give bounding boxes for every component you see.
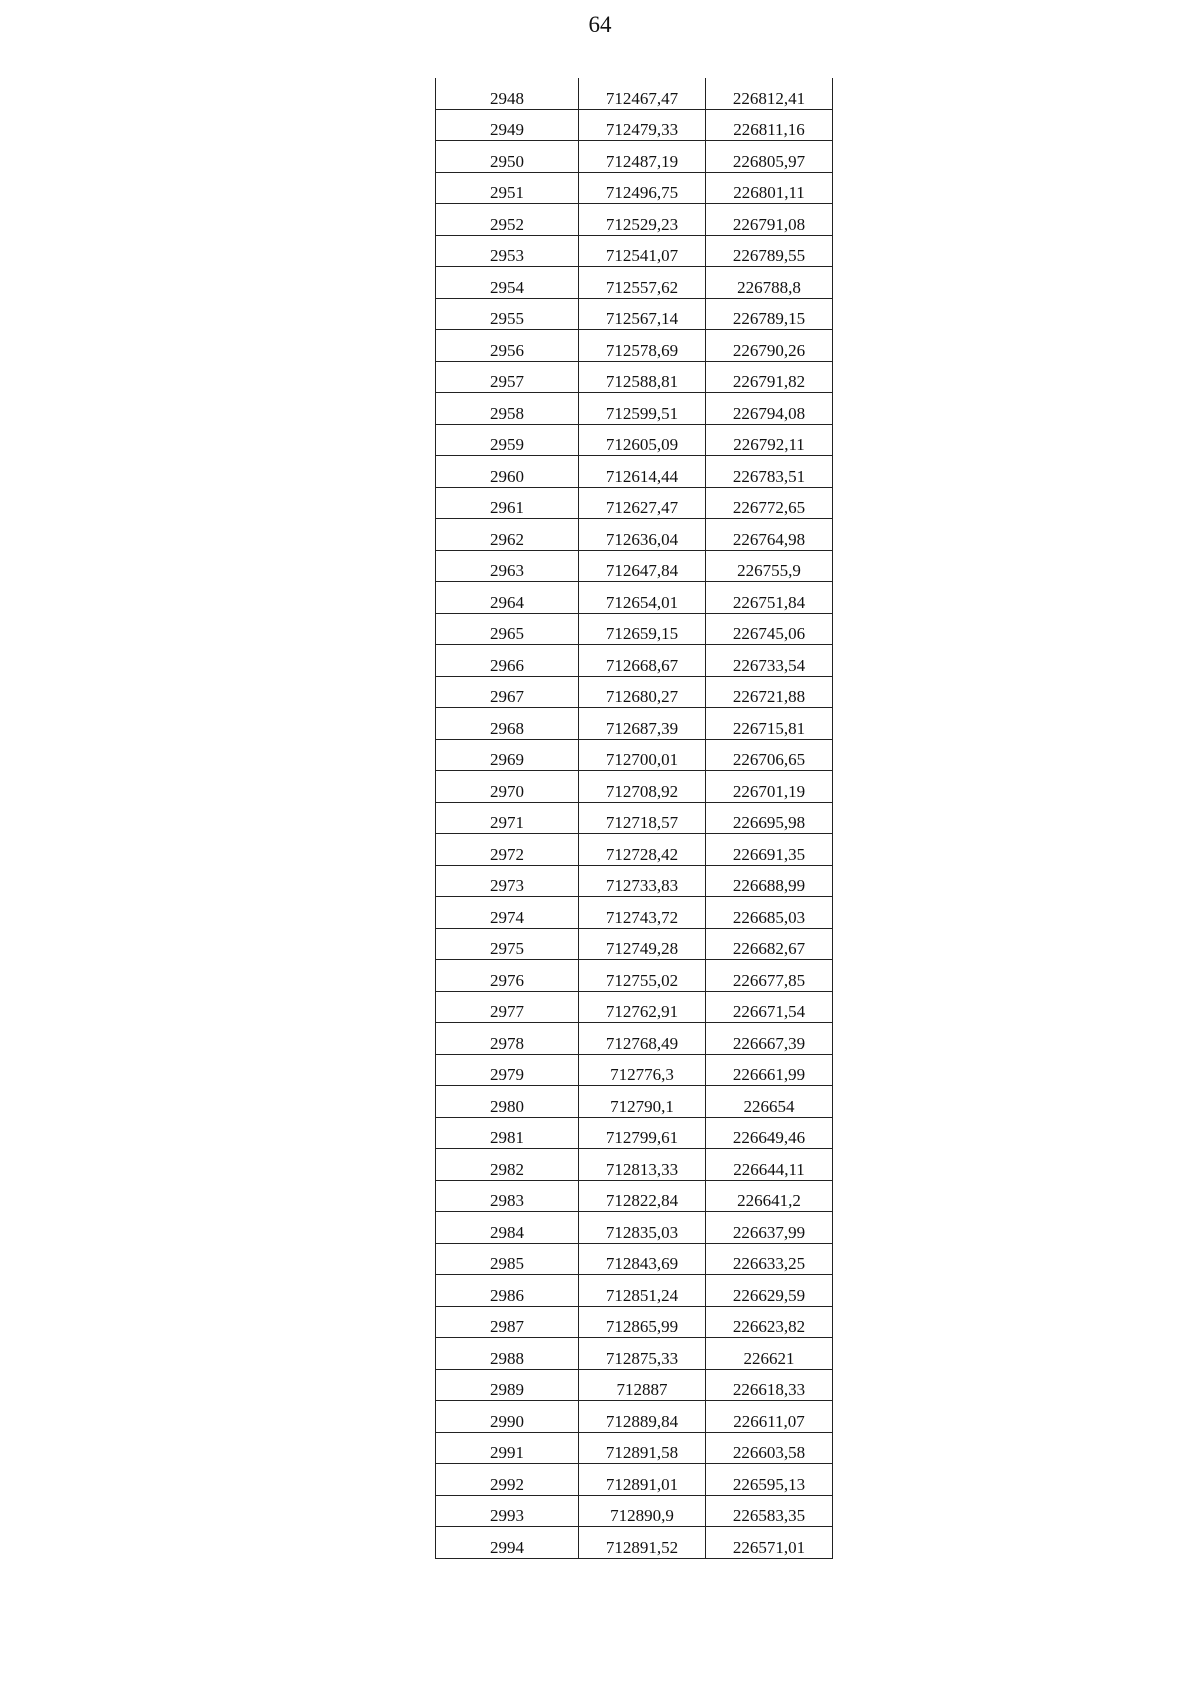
x-coordinate-cell: 712599,51 bbox=[579, 393, 706, 425]
point-number-cell: 2991 bbox=[436, 1432, 579, 1464]
x-coordinate-cell: 712843,69 bbox=[579, 1243, 706, 1275]
y-coordinate-cell: 226706,65 bbox=[706, 739, 833, 771]
point-number-cell: 2975 bbox=[436, 928, 579, 960]
table-row bbox=[436, 1023, 833, 1055]
x-coordinate-cell: 712733,83 bbox=[579, 865, 706, 897]
table-row bbox=[436, 865, 833, 897]
point-number-cell: 2976 bbox=[436, 960, 579, 992]
x-coordinate-cell: 712743,72 bbox=[579, 897, 706, 929]
y-coordinate-cell: 226641,2 bbox=[706, 1180, 833, 1212]
y-coordinate-cell: 226661,99 bbox=[706, 1054, 833, 1086]
point-number-cell: 2949 bbox=[436, 109, 579, 141]
point-number-cell: 2984 bbox=[436, 1212, 579, 1244]
y-coordinate-cell: 226812,41 bbox=[706, 78, 833, 109]
point-number-cell: 2980 bbox=[436, 1086, 579, 1118]
x-coordinate-cell: 712887 bbox=[579, 1369, 706, 1401]
table-row bbox=[436, 1054, 833, 1086]
y-coordinate-cell: 226745,06 bbox=[706, 613, 833, 645]
x-coordinate-cell: 712496,75 bbox=[579, 172, 706, 204]
table-row bbox=[436, 708, 833, 740]
x-coordinate-cell: 712529,23 bbox=[579, 204, 706, 236]
table-row bbox=[436, 487, 833, 519]
page-number: 64 bbox=[588, 12, 612, 37]
x-coordinate-cell: 712487,19 bbox=[579, 141, 706, 173]
point-number-cell: 2974 bbox=[436, 897, 579, 929]
x-coordinate-cell: 712851,24 bbox=[579, 1275, 706, 1307]
point-number-cell: 2987 bbox=[436, 1306, 579, 1338]
table-row bbox=[436, 1149, 833, 1181]
table-row bbox=[436, 582, 833, 614]
table-row bbox=[436, 1180, 833, 1212]
table-row bbox=[436, 330, 833, 362]
x-coordinate-cell: 712776,3 bbox=[579, 1054, 706, 1086]
table-row bbox=[436, 1464, 833, 1496]
y-coordinate-cell: 226691,35 bbox=[706, 834, 833, 866]
y-coordinate-cell: 226811,16 bbox=[706, 109, 833, 141]
y-coordinate-cell: 226571,01 bbox=[706, 1527, 833, 1559]
y-coordinate-cell: 226772,65 bbox=[706, 487, 833, 519]
point-number-cell: 2981 bbox=[436, 1117, 579, 1149]
table-row bbox=[436, 613, 833, 645]
y-coordinate-cell: 226682,67 bbox=[706, 928, 833, 960]
table-row bbox=[436, 1527, 833, 1559]
point-number-cell: 2961 bbox=[436, 487, 579, 519]
x-coordinate-cell: 712790,1 bbox=[579, 1086, 706, 1118]
table-row bbox=[436, 1338, 833, 1370]
point-number-cell: 2969 bbox=[436, 739, 579, 771]
y-coordinate-cell: 226791,82 bbox=[706, 361, 833, 393]
y-coordinate-cell: 226677,85 bbox=[706, 960, 833, 992]
point-number-cell: 2964 bbox=[436, 582, 579, 614]
point-number-cell: 2954 bbox=[436, 267, 579, 299]
y-coordinate-cell: 226649,46 bbox=[706, 1117, 833, 1149]
point-number-cell: 2994 bbox=[436, 1527, 579, 1559]
point-number-cell: 2952 bbox=[436, 204, 579, 236]
x-coordinate-cell: 712762,91 bbox=[579, 991, 706, 1023]
point-number-cell: 2983 bbox=[436, 1180, 579, 1212]
table-row bbox=[436, 960, 833, 992]
y-coordinate-cell: 226721,88 bbox=[706, 676, 833, 708]
point-number-cell: 2967 bbox=[436, 676, 579, 708]
table-row bbox=[436, 1117, 833, 1149]
table-row bbox=[436, 172, 833, 204]
table-row bbox=[436, 1432, 833, 1464]
x-coordinate-cell: 712822,84 bbox=[579, 1180, 706, 1212]
y-coordinate-cell: 226583,35 bbox=[706, 1495, 833, 1527]
x-coordinate-cell: 712467,47 bbox=[579, 78, 706, 109]
table-row bbox=[436, 1306, 833, 1338]
coordinates-table bbox=[435, 78, 833, 1559]
x-coordinate-cell: 712479,33 bbox=[579, 109, 706, 141]
x-coordinate-cell: 712799,61 bbox=[579, 1117, 706, 1149]
point-number-cell: 2978 bbox=[436, 1023, 579, 1055]
point-number-cell: 2951 bbox=[436, 172, 579, 204]
y-coordinate-cell: 226783,51 bbox=[706, 456, 833, 488]
y-coordinate-cell: 226701,19 bbox=[706, 771, 833, 803]
point-number-cell: 2972 bbox=[436, 834, 579, 866]
x-coordinate-cell: 712668,67 bbox=[579, 645, 706, 677]
table-row bbox=[436, 928, 833, 960]
point-number-cell: 2955 bbox=[436, 298, 579, 330]
y-coordinate-cell: 226790,26 bbox=[706, 330, 833, 362]
y-coordinate-cell: 226733,54 bbox=[706, 645, 833, 677]
y-coordinate-cell: 226789,15 bbox=[706, 298, 833, 330]
y-coordinate-cell: 226685,03 bbox=[706, 897, 833, 929]
x-coordinate-cell: 712647,84 bbox=[579, 550, 706, 582]
y-coordinate-cell: 226623,82 bbox=[706, 1306, 833, 1338]
x-coordinate-cell: 712680,27 bbox=[579, 676, 706, 708]
y-coordinate-cell: 226621 bbox=[706, 1338, 833, 1370]
table-row bbox=[436, 298, 833, 330]
point-number-cell: 2948 bbox=[436, 78, 579, 109]
table-row bbox=[436, 267, 833, 299]
point-number-cell: 2990 bbox=[436, 1401, 579, 1433]
y-coordinate-cell: 226595,13 bbox=[706, 1464, 833, 1496]
table-row bbox=[436, 204, 833, 236]
x-coordinate-cell: 712588,81 bbox=[579, 361, 706, 393]
y-coordinate-cell: 226618,33 bbox=[706, 1369, 833, 1401]
x-coordinate-cell: 712749,28 bbox=[579, 928, 706, 960]
y-coordinate-cell: 226629,59 bbox=[706, 1275, 833, 1307]
x-coordinate-cell: 712813,33 bbox=[579, 1149, 706, 1181]
x-coordinate-cell: 712891,52 bbox=[579, 1527, 706, 1559]
x-coordinate-cell: 712541,07 bbox=[579, 235, 706, 267]
point-number-cell: 2982 bbox=[436, 1149, 579, 1181]
y-coordinate-cell: 226805,97 bbox=[706, 141, 833, 173]
x-coordinate-cell: 712755,02 bbox=[579, 960, 706, 992]
x-coordinate-cell: 712708,92 bbox=[579, 771, 706, 803]
table-row bbox=[436, 897, 833, 929]
y-coordinate-cell: 226671,54 bbox=[706, 991, 833, 1023]
x-coordinate-cell: 712567,14 bbox=[579, 298, 706, 330]
y-coordinate-cell: 226667,39 bbox=[706, 1023, 833, 1055]
y-coordinate-cell: 226791,08 bbox=[706, 204, 833, 236]
table-row bbox=[436, 771, 833, 803]
table-row bbox=[436, 676, 833, 708]
table-row bbox=[436, 1401, 833, 1433]
point-number-cell: 2966 bbox=[436, 645, 579, 677]
y-coordinate-cell: 226792,11 bbox=[706, 424, 833, 456]
x-coordinate-cell: 712627,47 bbox=[579, 487, 706, 519]
point-number-cell: 2957 bbox=[436, 361, 579, 393]
table-row bbox=[436, 802, 833, 834]
table-row bbox=[436, 550, 833, 582]
y-coordinate-cell: 226688,99 bbox=[706, 865, 833, 897]
table-row bbox=[436, 1369, 833, 1401]
y-coordinate-cell: 226801,11 bbox=[706, 172, 833, 204]
point-number-cell: 2953 bbox=[436, 235, 579, 267]
table-row bbox=[436, 393, 833, 425]
point-number-cell: 2977 bbox=[436, 991, 579, 1023]
table-row bbox=[436, 519, 833, 551]
y-coordinate-cell: 226644,11 bbox=[706, 1149, 833, 1181]
table-body bbox=[436, 78, 833, 1558]
x-coordinate-cell: 712835,03 bbox=[579, 1212, 706, 1244]
point-number-cell: 2979 bbox=[436, 1054, 579, 1086]
table-row bbox=[436, 235, 833, 267]
y-coordinate-cell: 226715,81 bbox=[706, 708, 833, 740]
x-coordinate-cell: 712654,01 bbox=[579, 582, 706, 614]
table-row bbox=[436, 141, 833, 173]
table-row bbox=[436, 1275, 833, 1307]
point-number-cell: 2962 bbox=[436, 519, 579, 551]
x-coordinate-cell: 712557,62 bbox=[579, 267, 706, 299]
x-coordinate-cell: 712875,33 bbox=[579, 1338, 706, 1370]
point-number-cell: 2965 bbox=[436, 613, 579, 645]
x-coordinate-cell: 712890,9 bbox=[579, 1495, 706, 1527]
y-coordinate-cell: 226603,58 bbox=[706, 1432, 833, 1464]
x-coordinate-cell: 712605,09 bbox=[579, 424, 706, 456]
x-coordinate-cell: 712865,99 bbox=[579, 1306, 706, 1338]
table-row bbox=[436, 109, 833, 141]
table-row bbox=[436, 991, 833, 1023]
point-number-cell: 2986 bbox=[436, 1275, 579, 1307]
table-row bbox=[436, 424, 833, 456]
y-coordinate-cell: 226755,9 bbox=[706, 550, 833, 582]
table-row bbox=[436, 1086, 833, 1118]
point-number-cell: 2988 bbox=[436, 1338, 579, 1370]
point-number-cell: 2963 bbox=[436, 550, 579, 582]
x-coordinate-cell: 712728,42 bbox=[579, 834, 706, 866]
table-row bbox=[436, 1243, 833, 1275]
point-number-cell: 2968 bbox=[436, 708, 579, 740]
table-row bbox=[436, 834, 833, 866]
y-coordinate-cell: 226633,25 bbox=[706, 1243, 833, 1275]
table-row bbox=[436, 645, 833, 677]
point-number-cell: 2971 bbox=[436, 802, 579, 834]
point-number-cell: 2993 bbox=[436, 1495, 579, 1527]
point-number-cell: 2970 bbox=[436, 771, 579, 803]
point-number-cell: 2958 bbox=[436, 393, 579, 425]
y-coordinate-cell: 226611,07 bbox=[706, 1401, 833, 1433]
y-coordinate-cell: 226637,99 bbox=[706, 1212, 833, 1244]
x-coordinate-cell: 712578,69 bbox=[579, 330, 706, 362]
y-coordinate-cell: 226764,98 bbox=[706, 519, 833, 551]
x-coordinate-cell: 712768,49 bbox=[579, 1023, 706, 1055]
y-coordinate-cell: 226695,98 bbox=[706, 802, 833, 834]
point-number-cell: 2956 bbox=[436, 330, 579, 362]
x-coordinate-cell: 712687,39 bbox=[579, 708, 706, 740]
y-coordinate-cell: 226654 bbox=[706, 1086, 833, 1118]
table-row bbox=[436, 1495, 833, 1527]
table-row bbox=[436, 361, 833, 393]
table-row bbox=[436, 78, 833, 109]
x-coordinate-cell: 712700,01 bbox=[579, 739, 706, 771]
point-number-cell: 2973 bbox=[436, 865, 579, 897]
y-coordinate-cell: 226794,08 bbox=[706, 393, 833, 425]
point-number-cell: 2985 bbox=[436, 1243, 579, 1275]
table-row bbox=[436, 456, 833, 488]
y-coordinate-cell: 226751,84 bbox=[706, 582, 833, 614]
point-number-cell: 2950 bbox=[436, 141, 579, 173]
x-coordinate-cell: 712891,58 bbox=[579, 1432, 706, 1464]
x-coordinate-cell: 712718,57 bbox=[579, 802, 706, 834]
point-number-cell: 2989 bbox=[436, 1369, 579, 1401]
y-coordinate-cell: 226788,8 bbox=[706, 267, 833, 299]
x-coordinate-cell: 712891,01 bbox=[579, 1464, 706, 1496]
x-coordinate-cell: 712614,44 bbox=[579, 456, 706, 488]
table-row bbox=[436, 1212, 833, 1244]
point-number-cell: 2992 bbox=[436, 1464, 579, 1496]
point-number-cell: 2960 bbox=[436, 456, 579, 488]
point-number-cell: 2959 bbox=[436, 424, 579, 456]
table-row bbox=[436, 739, 833, 771]
x-coordinate-cell: 712636,04 bbox=[579, 519, 706, 551]
x-coordinate-cell: 712659,15 bbox=[579, 613, 706, 645]
y-coordinate-cell: 226789,55 bbox=[706, 235, 833, 267]
x-coordinate-cell: 712889,84 bbox=[579, 1401, 706, 1433]
